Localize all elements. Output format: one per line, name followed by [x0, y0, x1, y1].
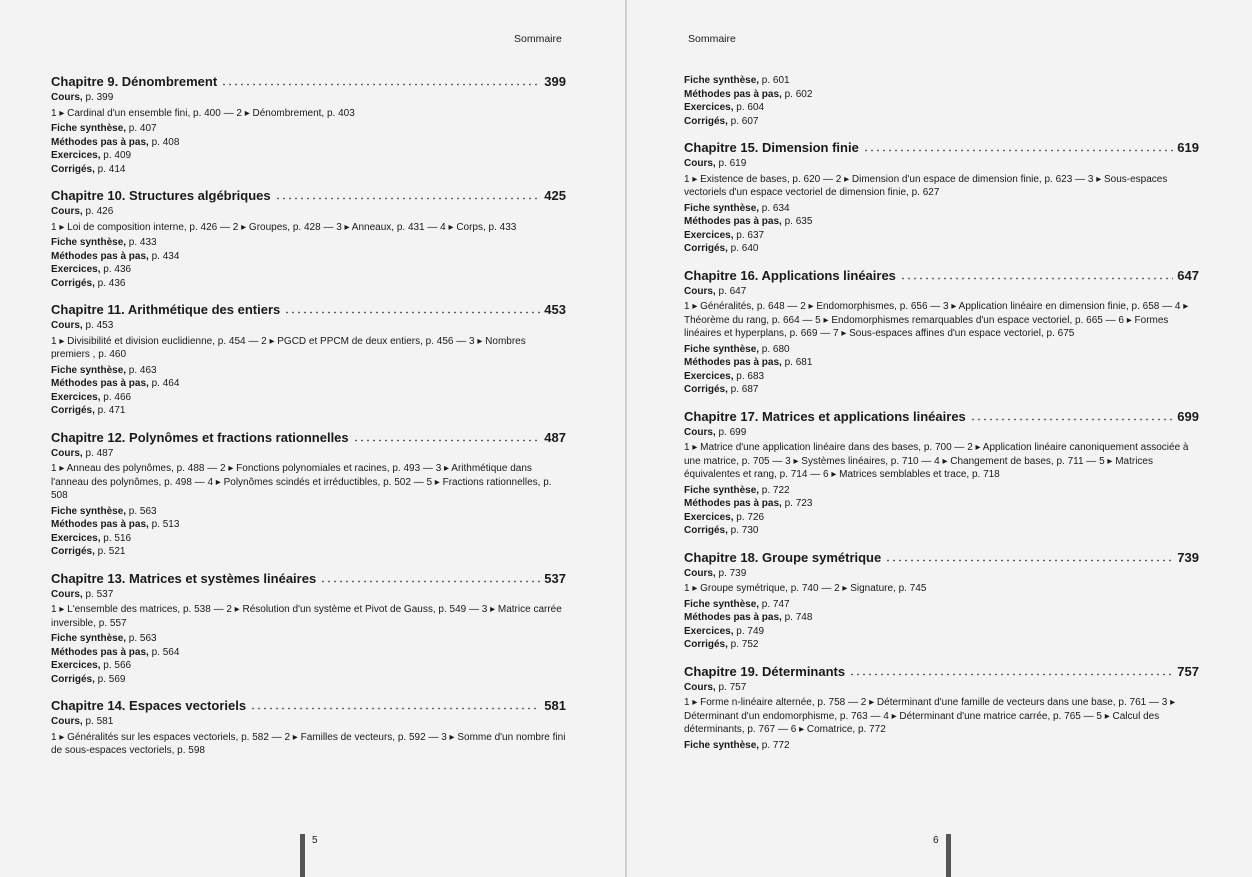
entry-label: Exercices,	[51, 150, 101, 161]
chapter-entry	[51, 698, 566, 758]
entry-label: Fiche synthèse,	[684, 202, 760, 214]
chapter-page: 757	[1177, 663, 1199, 679]
entry-page: p. 604	[733, 102, 765, 113]
entry-page: p. 463	[126, 364, 157, 376]
entry-label: Fiche synthèse,	[51, 633, 127, 644]
entry-page: p. 723	[781, 498, 813, 509]
entry-page: p. 453	[82, 320, 114, 331]
entry-page: p. 513	[148, 519, 180, 530]
entry-label: Fiche synthèse,	[51, 505, 127, 517]
entry-label: Exercices,	[51, 660, 101, 671]
chapter-entry	[51, 571, 566, 687]
chapter-title[interactable]	[684, 409, 1199, 425]
entry-label: Méthodes pas à pas,	[684, 88, 782, 100]
toc-entry[interactable]	[51, 447, 566, 461]
entry-page: p. 739	[715, 567, 747, 579]
toc-entry[interactable]	[51, 136, 566, 150]
entry-page: p. 635	[781, 216, 813, 227]
chapter-page: 537	[544, 570, 566, 586]
entry-label: Exercices,	[684, 102, 734, 113]
toc-entry[interactable]	[684, 202, 1199, 216]
entry-label: Cours,	[684, 158, 716, 169]
entry-label: Cours,	[684, 426, 716, 438]
toc-entry[interactable]	[684, 524, 1199, 538]
toc-entry[interactable]	[51, 250, 566, 264]
page-number: 5	[312, 835, 318, 846]
section-list[interactable]: 1 ▸ Groupe symétrique, p. 740 — 2 ▸ Signature, p. 745	[684, 583, 927, 594]
toc-entry[interactable]	[684, 343, 1199, 357]
entry-label: Fiche synthèse,	[684, 739, 760, 751]
toc-entry[interactable]	[51, 632, 566, 646]
entry-label: Cours,	[51, 320, 83, 331]
toc-entry[interactable]	[51, 236, 566, 250]
running-head: Sommaire	[514, 33, 562, 45]
toc-entry[interactable]	[51, 505, 566, 519]
entry-label: Exercices,	[684, 511, 734, 523]
leader-dots	[275, 190, 541, 200]
entry-page: p. 537	[82, 588, 114, 600]
entry-label: Exercices,	[684, 370, 734, 382]
continued-entries	[684, 74, 1199, 128]
toc-entry[interactable]	[51, 404, 566, 418]
entry-page: p. 471	[94, 405, 126, 416]
toc-entry[interactable]	[684, 115, 1199, 129]
chapter-title[interactable]	[684, 140, 1199, 156]
entry-label: Cours,	[684, 681, 716, 693]
entry-label: Cours,	[51, 447, 83, 459]
toc-entry[interactable]	[51, 263, 566, 277]
toc-entry[interactable]	[51, 91, 566, 105]
chapter-entry	[684, 550, 1199, 652]
entry-label: Corrigés,	[684, 525, 728, 536]
entry-page: p. 647	[715, 285, 747, 297]
entry-page: p. 426	[82, 206, 114, 217]
chapter-title[interactable]	[684, 268, 1199, 284]
leader-dots	[849, 666, 1173, 676]
entry-page: p. 722	[759, 484, 790, 496]
chapter-title[interactable]	[51, 698, 566, 714]
toc-entry[interactable]	[51, 659, 566, 673]
entry-label: Corrigés,	[51, 546, 95, 557]
toc-entry[interactable]	[51, 377, 566, 391]
section-list[interactable]: 1 ▸ Divisibilité et division euclidienne, p. 454 — 2 ▸ PGCD et PPCM de deux entiers, p. 456 — 3 ▸ Nombres premiers , p. 460	[51, 335, 526, 360]
toc-entry[interactable]	[51, 391, 566, 405]
entry-page: p. 699	[715, 426, 747, 438]
entry-page: p. 581	[82, 716, 114, 727]
toc-entry[interactable]	[51, 122, 566, 136]
right-page	[627, 0, 1252, 877]
toc-entry[interactable]	[684, 567, 1199, 581]
entry-label: Corrigés,	[51, 277, 95, 289]
entry-page: p. 634	[759, 202, 790, 214]
leader-dots	[353, 432, 541, 442]
toc-column-left	[51, 74, 566, 770]
entry-label: Cours,	[684, 285, 716, 297]
chapter-page: 581	[544, 698, 566, 713]
toc-entry[interactable]	[684, 229, 1199, 243]
page-marker-bar	[300, 834, 305, 877]
chapter-entry	[51, 430, 566, 559]
chapter-page: 453	[544, 302, 566, 317]
toc-entry[interactable]	[684, 484, 1199, 498]
entry-label: Méthodes pas à pas,	[51, 378, 149, 389]
chapter-page: 647	[1177, 267, 1199, 283]
entry-label: Fiche synthèse,	[51, 237, 127, 248]
entry-page: p. 487	[82, 447, 114, 459]
entry-label: Méthodes pas à pas,	[684, 357, 782, 368]
entry-page: p. 436	[94, 277, 126, 289]
entry-label: Corrigés,	[51, 673, 95, 685]
toc-entry[interactable]	[51, 277, 566, 291]
leader-dots	[863, 142, 1173, 152]
toc-entry[interactable]	[684, 497, 1199, 511]
toc-entry[interactable]	[51, 364, 566, 378]
entry-page: p. 726	[733, 511, 765, 523]
leader-dots	[250, 700, 540, 710]
entry-page: p. 563	[126, 505, 157, 517]
chapter-title-text: Chapitre 19. Déterminants	[684, 663, 846, 679]
entry-page: p. 516	[100, 532, 132, 544]
chapter-title[interactable]	[684, 550, 1199, 566]
entry-label: Méthodes pas à pas,	[51, 250, 149, 262]
entry-page: p. 757	[715, 681, 747, 693]
entry-label: Méthodes pas à pas,	[684, 216, 782, 227]
chapter-title-text: Chapitre 13. Matrices et systèmes linéaires	[51, 570, 317, 586]
chapter-entry	[51, 74, 566, 176]
entry-page: p. 408	[148, 136, 180, 148]
chapter-page: 619	[1177, 140, 1199, 155]
toc-entry[interactable]	[51, 149, 566, 163]
leader-dots	[885, 552, 1173, 562]
entry-page: p. 640	[727, 243, 759, 254]
entry-page: p. 680	[759, 343, 790, 355]
entry-page: p. 521	[94, 546, 126, 557]
chapter-title[interactable]	[684, 664, 1199, 680]
entry-label: Corrigés,	[684, 384, 728, 395]
chapter-entry	[684, 664, 1199, 753]
entry-label: Méthodes pas à pas,	[51, 646, 149, 658]
entry-label: Méthodes pas à pas,	[51, 519, 149, 530]
entry-label: Cours,	[684, 567, 716, 579]
left-page	[0, 0, 625, 877]
leader-dots	[320, 573, 540, 583]
chapter-entry	[684, 409, 1199, 538]
entry-page: p. 619	[715, 158, 747, 169]
section-list[interactable]: 1 ▸ Loi de composition interne, p. 426 — 2 ▸ Groupes, p. 428 — 3 ▸ Anneaux, p. 431 — 4 ▸ Corps, p. 433	[51, 221, 517, 233]
leader-dots	[221, 76, 540, 86]
section-list[interactable]: 1 ▸ Matrice d'une application linéaire dans des bases, p. 700 — 2 ▸ Application linéaire canoniquement associée à une matrice, p. 705 — 3 ▸ Systèmes linéaires, p. 710 — 4 ▸ Changement de bases, p. 711 — 5 ▸ Matrices équivalentes et rang, p. 714 — 6 ▸ Matrices semblables et trace, p. 718	[684, 442, 1189, 480]
chapter-title-text: Chapitre 12. Polynômes et fractions rationnelles	[51, 429, 349, 445]
entry-page: p. 466	[100, 391, 132, 403]
entry-page: p. 433	[126, 237, 157, 248]
entry-label: Cours,	[51, 92, 83, 103]
chapter-entry	[684, 268, 1199, 397]
entry-page: p. 414	[94, 163, 126, 175]
chapter-entry	[684, 140, 1199, 256]
toc-entry[interactable]	[684, 157, 1199, 171]
running-head: Sommaire	[688, 33, 736, 45]
chapter-entry	[51, 188, 566, 290]
entry-label: Exercices,	[684, 625, 734, 637]
chapter-page: 399	[544, 74, 566, 89]
entry-page: p. 436	[100, 264, 132, 275]
chapter-title[interactable]	[51, 571, 566, 587]
chapter-page: 425	[544, 188, 566, 203]
toc-entry[interactable]	[684, 598, 1199, 612]
section-list[interactable]: 1 ▸ Généralités, p. 648 — 2 ▸ Endomorphismes, p. 656 — 3 ▸ Application linéaire en dimension finie, p. 658 — 4 ▸ Théorème du rang, p. 664 — 5 ▸ Endomorphismes remarquables d'un espace vectoriel, p. 665 — 6 ▸ Formes linéaires et hyperplans, p. 669 — 7 ▸ Sous-espaces affines d'un espace vectoriel, p. 675	[684, 301, 1189, 339]
toc-entry[interactable]	[684, 101, 1199, 115]
entry-label: Cours,	[51, 206, 83, 217]
toc-entry[interactable]	[51, 646, 566, 660]
chapter-title-text: Chapitre 17. Matrices et applications linéaires	[684, 408, 966, 424]
entry-page: p. 407	[126, 123, 157, 134]
toc-entry[interactable]	[684, 511, 1199, 525]
leader-dots	[284, 304, 540, 314]
entry-label: Méthodes pas à pas,	[51, 136, 149, 148]
toc-entry[interactable]	[684, 625, 1199, 639]
chapter-page: 487	[544, 429, 566, 445]
section-list[interactable]: 1 ▸ Généralités sur les espaces vectoriels, p. 582 — 2 ▸ Familles de vecteurs, p. 592 — 3 ▸ Somme d'un nombre fini de sous-espaces vectoriels, p. 598	[51, 731, 566, 756]
leader-dots	[970, 411, 1174, 421]
entry-label: Cours,	[51, 716, 83, 727]
toc-entry[interactable]	[684, 74, 1199, 88]
toc-entry[interactable]	[51, 545, 566, 559]
chapter-title-text: Chapitre 15. Dimension finie	[684, 140, 859, 155]
entry-label: Exercices,	[684, 229, 734, 241]
toc-entry[interactable]	[684, 681, 1199, 695]
page-marker-bar	[946, 834, 951, 877]
entry-label: Exercices,	[51, 391, 101, 403]
entry-label: Exercices,	[51, 264, 101, 275]
toc-entry[interactable]	[684, 370, 1199, 384]
entry-page: p. 681	[781, 357, 813, 368]
entry-page: p. 687	[727, 384, 759, 395]
entry-page: p. 637	[733, 229, 765, 241]
entry-page: p. 464	[148, 378, 180, 389]
toc-entry[interactable]	[684, 242, 1199, 256]
toc-entry[interactable]	[684, 356, 1199, 370]
toc-entry[interactable]	[51, 673, 566, 687]
entry-label: Fiche synthèse,	[684, 598, 760, 610]
section-list[interactable]: 1 ▸ L'ensemble des matrices, p. 538 — 2 ▸ Résolution d'un système et Pivot de Gauss, p. 549 — 3 ▸ Matrice carrée inversible, p. 557	[51, 604, 562, 629]
toc-entry[interactable]	[51, 532, 566, 546]
toc-entry[interactable]	[684, 611, 1199, 625]
toc-entry[interactable]	[51, 588, 566, 602]
entry-page: p. 399	[82, 92, 114, 103]
entry-page: p. 752	[727, 639, 759, 650]
entry-label: Corrigés,	[51, 405, 95, 416]
entry-label: Méthodes pas à pas,	[684, 498, 782, 509]
toc-entry[interactable]	[684, 215, 1199, 229]
toc-entry[interactable]	[51, 205, 566, 219]
chapter-title-text: Chapitre 14. Espaces vectoriels	[51, 698, 247, 713]
entry-page: p. 730	[727, 525, 759, 536]
toc-entry[interactable]	[684, 426, 1199, 440]
entry-label: Cours,	[51, 588, 83, 600]
entry-page: p. 563	[126, 633, 157, 644]
chapter-title[interactable]	[51, 430, 566, 446]
chapter-title-text: Chapitre 9. Dénombrement	[51, 74, 218, 89]
chapter-title-text: Chapitre 10. Structures algébriques	[51, 188, 271, 203]
entry-page: p. 607	[727, 115, 759, 127]
entry-label: Fiche synthèse,	[684, 75, 760, 86]
entry-page: p. 747	[759, 598, 790, 610]
entry-page: p. 683	[733, 370, 765, 382]
section-list[interactable]: 1 ▸ Cardinal d'un ensemble fini, p. 400 — 2 ▸ Dénombrement, p. 403	[51, 107, 355, 119]
entry-label: Fiche synthèse,	[684, 484, 760, 496]
toc-entry[interactable]	[684, 285, 1199, 299]
toc-entry[interactable]	[51, 715, 566, 729]
entry-label: Corrigés,	[684, 243, 728, 254]
chapter-title-text: Chapitre 16. Applications linéaires	[684, 267, 896, 283]
chapter-title-text: Chapitre 11. Arithmétique des entiers	[51, 302, 281, 317]
entry-label: Fiche synthèse,	[51, 364, 127, 376]
section-list[interactable]: 1 ▸ Anneau des polynômes, p. 488 — 2 ▸ Fonctions polynomiales et racines, p. 493 — 3 ▸ Arithmétique dans l'anneau des polynômes, p. 498 — 4 ▸ Polynômes scindés et irréductibles, p. 502 — 5 ▸ Fractions rationnelles, p. 508	[51, 463, 552, 501]
leader-dots	[900, 270, 1173, 280]
toc-entry[interactable]	[684, 739, 1199, 753]
toc-entry[interactable]	[51, 163, 566, 177]
entry-label: Corrigés,	[684, 115, 728, 127]
toc-column-right	[684, 74, 1199, 764]
page-number: 6	[933, 835, 939, 846]
chapter-page: 739	[1177, 549, 1199, 565]
chapter-entry	[51, 302, 566, 418]
entry-page: p. 601	[759, 75, 790, 86]
toc-entry[interactable]	[51, 518, 566, 532]
entry-label: Corrigés,	[51, 163, 95, 175]
section-list[interactable]: 1 ▸ Forme n-linéaire alternée, p. 758 — 2 ▸ Déterminant d'une famille de vecteurs dans une base, p. 761 — 3 ▸ Déterminant d'un endomorphisme, p. 763 — 4 ▸ Déterminant d'une matrice carrée, p. 765 — 5 ▸ Calcul des déterminants, p. 767 — 6 ▸ Comatrice, p. 772	[684, 697, 1176, 735]
section-list[interactable]: 1 ▸ Existence de bases, p. 620 — 2 ▸ Dimension d'un espace de dimension finie, p. 623 — 3 ▸ Sous-espaces vectoriels d'un espace vectoriel de dimension finie, p. 627	[684, 173, 1168, 198]
entry-label: Exercices,	[51, 532, 101, 544]
entry-page: p. 749	[733, 625, 765, 637]
entry-label: Corrigés,	[684, 639, 728, 650]
entry-page: p. 569	[94, 673, 126, 685]
toc-entry[interactable]	[684, 88, 1199, 102]
chapter-title[interactable]	[51, 302, 566, 318]
chapter-page: 699	[1177, 408, 1199, 424]
entry-label: Fiche synthèse,	[684, 343, 760, 355]
toc-entry[interactable]	[684, 638, 1199, 652]
entry-page: p. 409	[100, 150, 132, 161]
entry-page: p. 772	[759, 739, 790, 751]
toc-entry[interactable]	[684, 383, 1199, 397]
entry-page: p. 566	[100, 660, 132, 671]
entry-label: Méthodes pas à pas,	[684, 612, 782, 623]
chapter-title-text: Chapitre 18. Groupe symétrique	[684, 549, 882, 565]
entry-page: p. 602	[781, 88, 813, 100]
chapter-title[interactable]	[51, 188, 566, 204]
entry-page: p. 748	[781, 612, 813, 623]
toc-entry[interactable]	[51, 319, 566, 333]
entry-page: p. 564	[148, 646, 180, 658]
entry-label: Fiche synthèse,	[51, 123, 127, 134]
chapter-title[interactable]	[51, 74, 566, 90]
entry-page: p. 434	[148, 250, 180, 262]
